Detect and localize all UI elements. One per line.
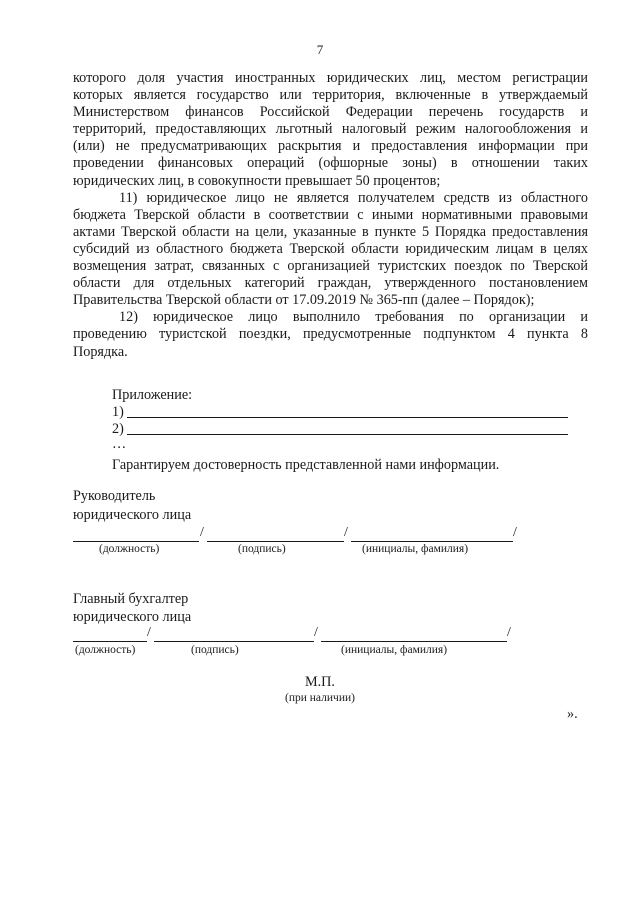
- para-a-line: которого доля участия иностранных юридических лиц, местом регистрации: [73, 70, 588, 86]
- stamp-label: М.П.: [305, 674, 335, 690]
- para-12-line: 12) юридическое лицо выполнило требования по организации и: [119, 309, 588, 326]
- para-11-line: 11) юридическое лицо не является получателем средств из областного: [119, 189, 588, 206]
- para-11-line: актами Тверской области на цели, указанные в пункте 5 Порядка предоставления: [73, 223, 588, 240]
- accountant-position-line: [73, 641, 147, 642]
- separator-slash: /: [200, 525, 204, 540]
- body-text: [73, 70, 588, 361]
- attachment-item-1-line: [127, 417, 568, 418]
- para-a-line: проведении финансовых операций (офшорные зоны) в отношении таких: [73, 155, 588, 172]
- head-caption-position: (должность): [99, 543, 160, 555]
- para-12-line: проведению туристской поездки, предусмотренные подпунктом 4 пункта 8: [73, 326, 588, 343]
- attachment-item-1-label: 1): [112, 404, 124, 420]
- attachment-item-2-line: [127, 434, 568, 435]
- para-a-line: (или) не предусматривающих раскрытия и предоставления информации при: [73, 138, 588, 155]
- accountant-title-line-1: Главный бухгалтер: [73, 591, 189, 607]
- accountant-caption-signature: (подпись): [191, 644, 239, 656]
- separator-slash: /: [147, 625, 151, 640]
- closing-quote: ».: [567, 706, 578, 722]
- page-number: 7: [316, 42, 324, 57]
- separator-slash: /: [344, 525, 348, 540]
- head-signature-line: [207, 541, 344, 542]
- head-title-line-1: Руководитель: [73, 488, 156, 504]
- para-11-line: бюджета Тверской области в соответствии с иными нормативными правовыми: [73, 206, 588, 223]
- separator-slash: /: [513, 525, 517, 540]
- para-a-line: территорий, предоставляющих льготный налоговый режим налогообложения и: [73, 121, 588, 138]
- para-a-line: Министерством финансов Российской Федерации перечень государств и: [73, 104, 588, 121]
- para-11-line: субсидий из областного бюджета Тверской области юридическим лицам в целях: [73, 240, 588, 257]
- head-name-line: [351, 541, 513, 542]
- accountant-caption-position: (должность): [75, 644, 136, 656]
- head-caption-signature: (подпись): [238, 543, 286, 555]
- para-a-line: которых является государство или территория, включенные в утверждаемый: [73, 87, 588, 104]
- accountant-signature-line: [154, 641, 314, 642]
- head-position-line: [73, 541, 199, 542]
- attachment-title: Приложение:: [112, 387, 193, 403]
- attachment-item-2-label: 2): [112, 421, 124, 437]
- accountant-title-line-2: юридического лица: [73, 609, 192, 625]
- para-11-line: области для отдельных категорий граждан, утвержденного постановлением: [73, 275, 588, 292]
- head-title-line-2: юридического лица: [73, 507, 192, 523]
- stamp-note: (при наличии): [285, 692, 355, 704]
- para-12-line: Порядка.: [73, 343, 128, 360]
- accountant-caption-name: (инициалы, фамилия): [341, 644, 448, 656]
- para-11-line: возмещения затрат, связанных с организацией туристских поездок по Тверской: [73, 258, 588, 275]
- para-a-line: юридических лиц, в совокупности превышает 50 процентов;: [73, 172, 441, 189]
- attachment-ellipsis: …: [112, 436, 127, 452]
- separator-slash: /: [507, 625, 511, 640]
- para-11-line: Правительства Тверской области от 17.09.2019 № 365-пп (далее – Порядок);: [73, 292, 535, 309]
- accountant-name-line: [321, 641, 507, 642]
- separator-slash: /: [314, 625, 318, 640]
- guarantee-statement: Гарантируем достоверность представленной нами информации.: [112, 457, 500, 473]
- head-caption-name: (инициалы, фамилия): [362, 543, 469, 555]
